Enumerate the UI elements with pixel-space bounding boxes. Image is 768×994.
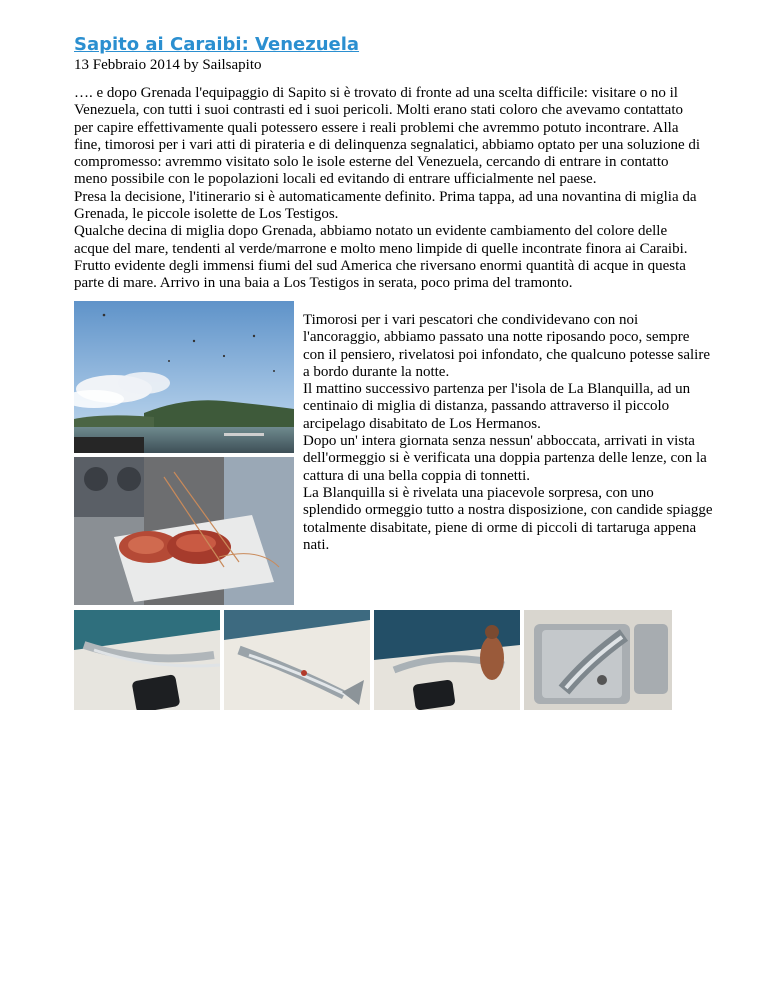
fish-on-board-photo xyxy=(74,457,294,605)
article-title-link[interactable]: Sapito ai Caraibi: Venezuela xyxy=(74,34,360,55)
intro-paragraph: …. e dopo Grenada l'equipaggio di Sapito si è trovato di fronte ad una scelta difficile: visitare o no il Venezuela, con tutti i suoi contrasti ed i suoi pericoli. Molti erano stati coloro che avevamo contattato per capire effettivamente quali potessero essere i reali problemi che avremmo potuto incontrare. Alla fine, timorosi per i vari atti di pirateria e di delinquenza segnalatici, abbiamo optato per una soluzione di compromesso: avremmo visitato solo le isole esterne del Venezuela, cercando di entrare in contatto meno possibile con le popolazioni locali ed evitando di entrare ufficialmente nel paese. xyxy=(74,85,701,188)
anchorage-photo xyxy=(74,301,294,453)
side-paragraph: Il mattino successivo partenza per l'isola de La Blanquilla, ad un centinaio di miglia di distanza, passando attraverso il piccolo arcipelago disabitato de Los Hermanos. xyxy=(303,381,691,432)
side-paragraph: Dopo un' intera giornata senza nessun' abboccata, arrivati in vista dell'ormeggio si è verificata una doppia partenza delle lenze, con la cattura di una bella coppia di tonnetti. xyxy=(303,433,707,484)
article-byline: 13 Febbraio 2014 by Sailsapito xyxy=(74,57,262,73)
article-side-text xyxy=(303,312,713,554)
deck-fish-photo-1 xyxy=(74,610,220,710)
side-paragraph: La Blanquilla si è rivelata una piacevole sorpresa, con uno splendido ormeggio tutto a nostra disposizione, con candide spiagge totalmente disabitate, piene di orme di piccoli di tartaruga appena nati. xyxy=(303,484,713,553)
side-paragraph: Timorosi per i vari pescatori che condividevano con noi l'ancoraggio, abbiamo passato una notte riposando poco, sempre con il pensiero, rivelatosi poi infondato, che qualcuno potesse salire a bordo durante la notte. xyxy=(303,312,710,380)
intro-paragraph: Qualche decina di miglia dopo Grenada, abbiamo notato un evidente cambiamento del colore delle acque del mare, tendenti al verde/marrone e molto meno limpide di quelle incontrate finora ai Caraibi. Frutto evidente degli immensi fiumi del sud America che riversano enormi quantità di acque in questa parte di mare. Arrivo in una baia a Los Testigos in serata, poco prima del tramonto. xyxy=(74,223,688,292)
deck-fish-photo-2 xyxy=(224,610,370,710)
article-intro xyxy=(74,85,704,293)
deck-fish-photo-3 xyxy=(374,610,520,710)
intro-paragraph: Presa la decisione, l'itinerario si è automaticamente definito. Prima tappa, ad una novantina di miglia da Grenada, le piccole isolette de Los Testigos. xyxy=(74,188,697,223)
fish-in-sink-photo xyxy=(524,610,672,710)
